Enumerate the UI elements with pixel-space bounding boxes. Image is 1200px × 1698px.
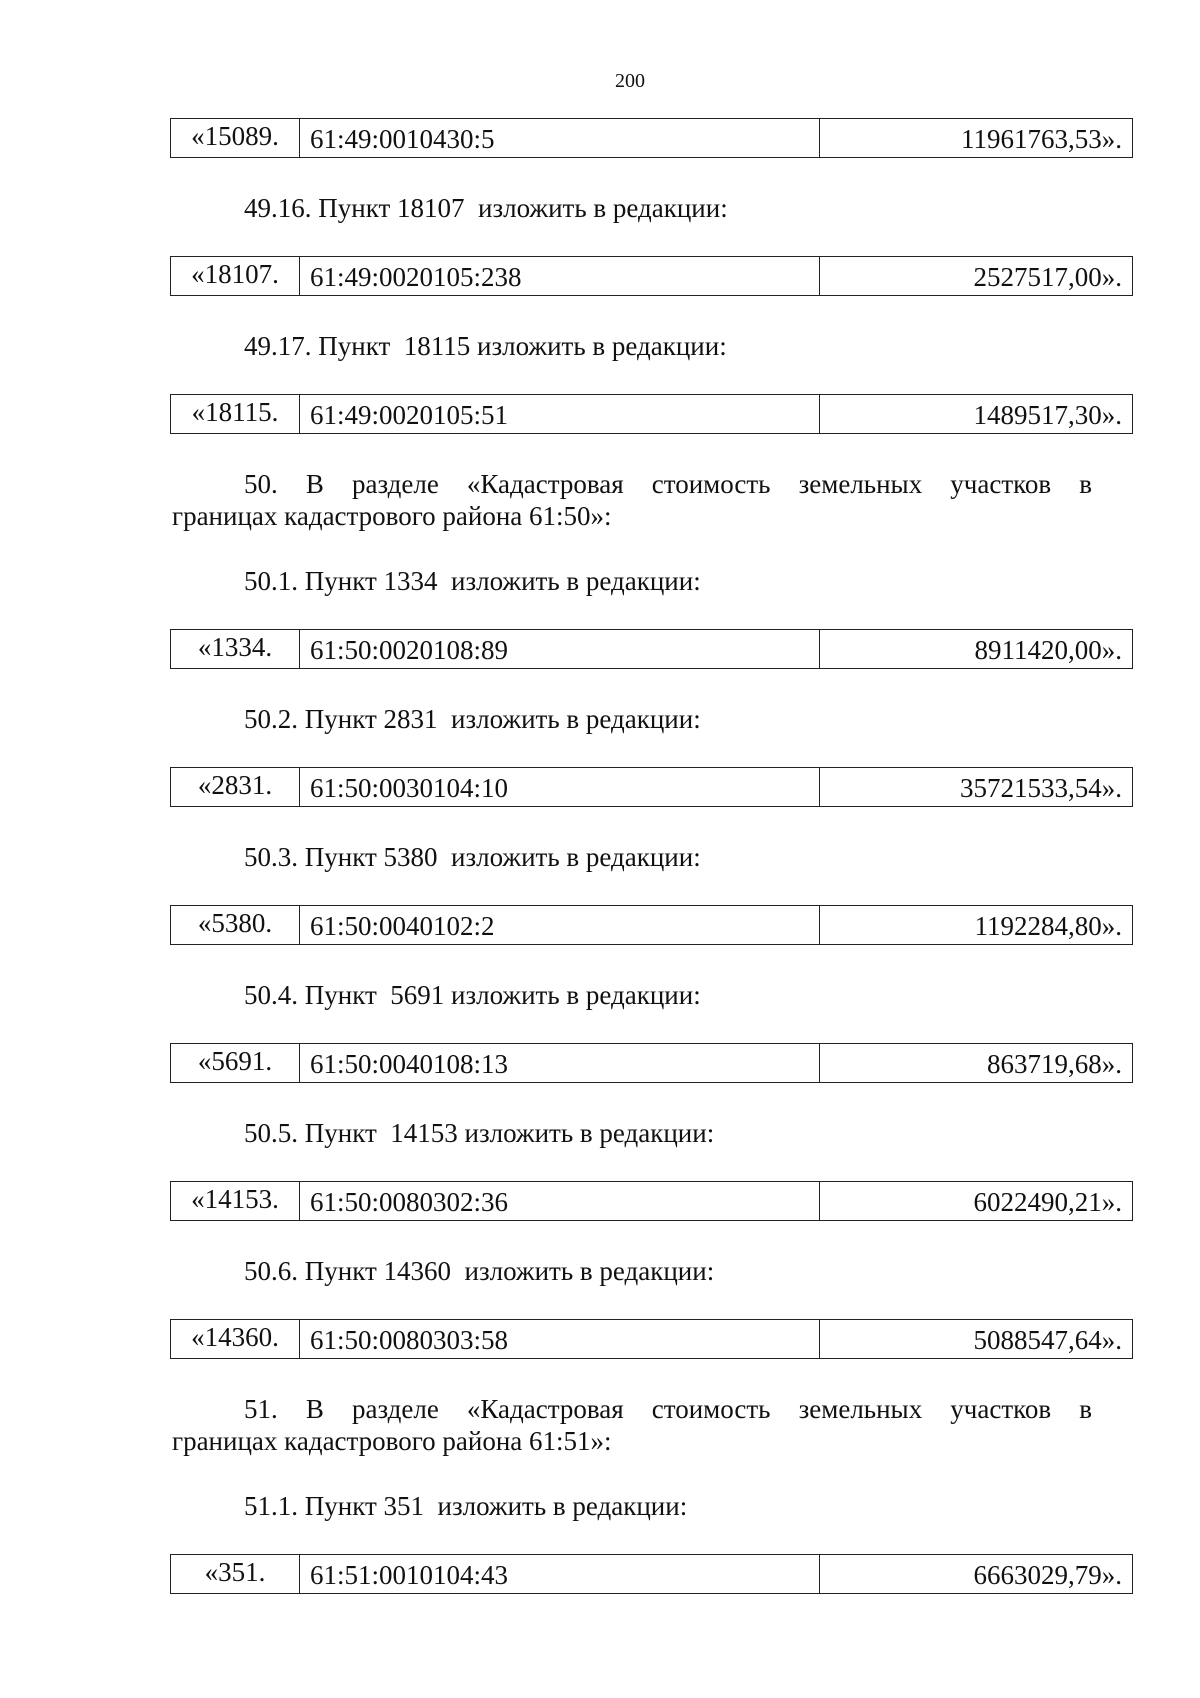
table-row — [170, 1181, 1130, 1221]
cadastral-number-cell: 61:49:0020105:238 — [300, 257, 820, 296]
table-row — [170, 1319, 1130, 1359]
table-row — [170, 767, 1130, 807]
item-number-cell: «14153. — [171, 1182, 300, 1221]
table-row — [170, 1043, 1130, 1083]
section-heading-line-2: границах кадастрового района 61:51»: — [172, 1426, 612, 1456]
cadastral-number-cell: 61:50:0030104:10 — [300, 768, 820, 807]
cadastral-value-cell: 11961763,53». — [820, 119, 1133, 158]
table-row — [170, 629, 1130, 669]
section-heading — [172, 1393, 1092, 1457]
cadastral-value-cell: 6663029,79». — [820, 1555, 1133, 1594]
cadastral-value-cell: 5088547,64». — [820, 1320, 1133, 1359]
table-row — [170, 256, 1130, 296]
cadastral-number-cell: 61:50:0020108:89 — [300, 630, 820, 669]
amendment-item: 49.17. Пункт 18115 изложить в редакции: — [244, 331, 727, 361]
cadastral-number-cell: 61:50:0080302:36 — [300, 1182, 820, 1221]
amendment-item: 50.1. Пункт 1334 изложить в редакции: — [244, 566, 701, 596]
amendment-item: 50.2. Пункт 2831 изложить в редакции: — [244, 704, 701, 734]
cadastral-value-cell: 8911420,00». — [820, 630, 1133, 669]
item-number-cell: «5691. — [171, 1044, 300, 1083]
table-row — [170, 118, 1130, 158]
item-number-cell: «14360. — [171, 1320, 300, 1359]
cadastral-number-cell: 61:51:0010104:43 — [300, 1555, 820, 1594]
cadastral-number-cell: 61:49:0020105:51 — [300, 395, 820, 434]
cadastral-number-cell: 61:50:0040108:13 — [300, 1044, 820, 1083]
section-heading — [172, 468, 1092, 532]
cadastral-value-cell: 1192284,80». — [820, 906, 1133, 945]
amendment-item: 51.1. Пункт 351 изложить в редакции: — [244, 1491, 688, 1521]
cadastral-value-cell: 2527517,00». — [820, 257, 1133, 296]
item-number-cell: «1334. — [171, 630, 300, 669]
table-row — [170, 905, 1130, 945]
cadastral-number-cell: 61:49:0010430:5 — [300, 119, 820, 158]
page-number: 200 — [615, 70, 645, 92]
cadastral-number-cell: 61:50:0080303:58 — [300, 1320, 820, 1359]
amendment-item: 50.5. Пункт 14153 изложить в редакции: — [244, 1118, 715, 1148]
amendment-item: 50.3. Пункт 5380 изложить в редакции: — [244, 842, 701, 872]
section-heading-line-1: 50. В разделе «Кадастровая стоимость земельных участков в — [244, 469, 1092, 499]
section-heading-line-1: 51. В разделе «Кадастровая стоимость земельных участков в — [244, 1394, 1092, 1424]
item-number-cell: «5380. — [171, 906, 300, 945]
item-number-cell: «351. — [171, 1555, 300, 1594]
cadastral-value-cell: 1489517,30». — [820, 395, 1133, 434]
amendment-item: 50.6. Пункт 14360 изложить в редакции: — [244, 1256, 715, 1286]
cadastral-value-cell: 35721533,54». — [820, 768, 1133, 807]
amendment-item: 50.4. Пункт 5691 изложить в редакции: — [244, 980, 701, 1010]
item-number-cell: «15089. — [171, 119, 300, 158]
section-heading-line-2: границах кадастрового района 61:50»: — [172, 501, 612, 531]
cadastral-value-cell: 6022490,21». — [820, 1182, 1133, 1221]
item-number-cell: «18107. — [171, 257, 300, 296]
item-number-cell: «18115. — [171, 395, 300, 434]
item-number-cell: «2831. — [171, 768, 300, 807]
amendment-item: 49.16. Пункт 18107 изложить в редакции: — [244, 193, 728, 223]
cadastral-number-cell: 61:50:0040102:2 — [300, 906, 820, 945]
table-row — [170, 1554, 1130, 1594]
cadastral-value-cell: 863719,68». — [820, 1044, 1133, 1083]
table-row — [170, 394, 1130, 434]
